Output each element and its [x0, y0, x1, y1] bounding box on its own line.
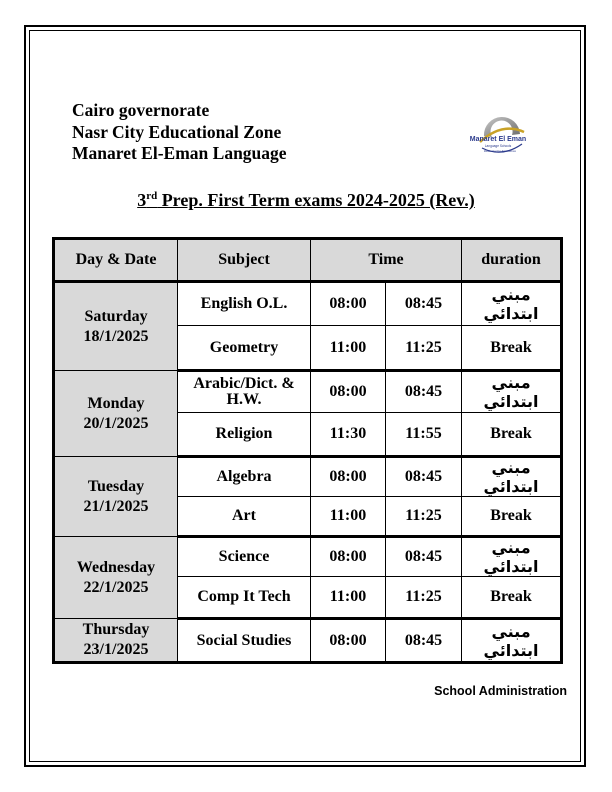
end-time-cell: 11:55 — [386, 413, 462, 457]
subject-cell: Religion — [178, 413, 311, 457]
duration-cell: مبني ابتدائي — [462, 282, 562, 326]
subject-cell: Arabic/Dict. & H.W. — [178, 371, 311, 413]
subject-cell: Algebra — [178, 457, 311, 497]
duration-cell: Break — [462, 497, 562, 537]
start-time-cell: 08:00 — [311, 537, 386, 577]
school-header — [72, 100, 287, 165]
start-time-cell: 11:00 — [311, 326, 386, 371]
subject-cell: Science — [178, 537, 311, 577]
end-time-cell: 08:45 — [386, 457, 462, 497]
end-time-cell: 08:45 — [386, 619, 462, 663]
duration-cell: Break — [462, 577, 562, 619]
subject-cell: Art — [178, 497, 311, 537]
day-name: Monday — [87, 394, 145, 412]
day-name: Tuesday — [87, 477, 145, 495]
day-name: Wednesday — [76, 558, 156, 576]
duration-cell: Break — [462, 413, 562, 457]
end-time-cell: 11:25 — [386, 577, 462, 619]
duration-cell: مبني ابتدائي — [462, 619, 562, 663]
logo-tagline: Dedicated to Excellence — [483, 149, 517, 153]
day-name: Thursday — [82, 621, 150, 638]
end-time-cell: 08:45 — [386, 282, 462, 326]
table-row — [54, 457, 562, 497]
table-row — [54, 619, 562, 663]
end-time-cell: 08:45 — [386, 537, 462, 577]
day-cell — [54, 282, 178, 371]
school-logo — [462, 108, 534, 168]
table-header-row — [54, 239, 562, 282]
header-school: Manaret El-Eman Language — [72, 143, 287, 163]
title-text: Prep. First Term exams 2024-2025 (Rev.) — [157, 190, 475, 210]
header-duration: duration — [462, 239, 562, 282]
exam-title — [0, 190, 612, 211]
start-time-cell: 08:00 — [311, 371, 386, 413]
duration-cell: Break — [462, 326, 562, 371]
exam-schedule-table — [52, 237, 563, 664]
footer-signature: School Administration — [434, 684, 567, 698]
logo-subtext: Language Schools — [484, 144, 512, 148]
start-time-cell: 08:00 — [311, 457, 386, 497]
start-time-cell: 11:00 — [311, 577, 386, 619]
start-time-cell: 08:00 — [311, 282, 386, 326]
day-date: 20/1/2025 — [83, 414, 149, 432]
title-grade-suffix: rd — [146, 190, 158, 202]
day-date: 23/1/2025 — [83, 641, 149, 658]
day-cell — [54, 371, 178, 457]
header-time: Time — [311, 239, 462, 282]
day-cell — [54, 457, 178, 537]
table-row — [54, 371, 562, 413]
day-cell — [54, 619, 178, 663]
day-cell — [54, 537, 178, 619]
day-date: 21/1/2025 — [83, 497, 149, 515]
day-date: 18/1/2025 — [83, 327, 149, 345]
duration-cell: مبني ابتدائي — [462, 457, 562, 497]
header-zone: Nasr City Educational Zone — [72, 121, 282, 142]
table-row — [54, 282, 562, 326]
subject-cell: English O.L. — [178, 282, 311, 326]
end-time-cell: 11:25 — [386, 497, 462, 537]
start-time-cell: 11:00 — [311, 497, 386, 537]
start-time-cell: 08:00 — [311, 619, 386, 663]
day-date: 22/1/2025 — [83, 578, 149, 596]
duration-cell: مبني ابتدائي — [462, 371, 562, 413]
logo-text: Manaret El Eman — [469, 136, 527, 143]
day-name: Saturday — [84, 307, 148, 325]
subject-cell: Social Studies — [178, 619, 311, 663]
header-day-date: Day & Date — [54, 239, 178, 282]
header-governorate: Cairo governorate — [72, 100, 210, 120]
end-time-cell: 08:45 — [386, 371, 462, 413]
table-row — [54, 537, 562, 577]
end-time-cell: 11:25 — [386, 326, 462, 371]
title-grade: 3 — [137, 190, 147, 210]
subject-cell: Geometry — [178, 326, 311, 371]
subject-cell: Comp It Tech — [178, 577, 311, 619]
header-subject: Subject — [178, 239, 311, 282]
duration-cell: مبني ابتدائي — [462, 537, 562, 577]
start-time-cell: 11:30 — [311, 413, 386, 457]
